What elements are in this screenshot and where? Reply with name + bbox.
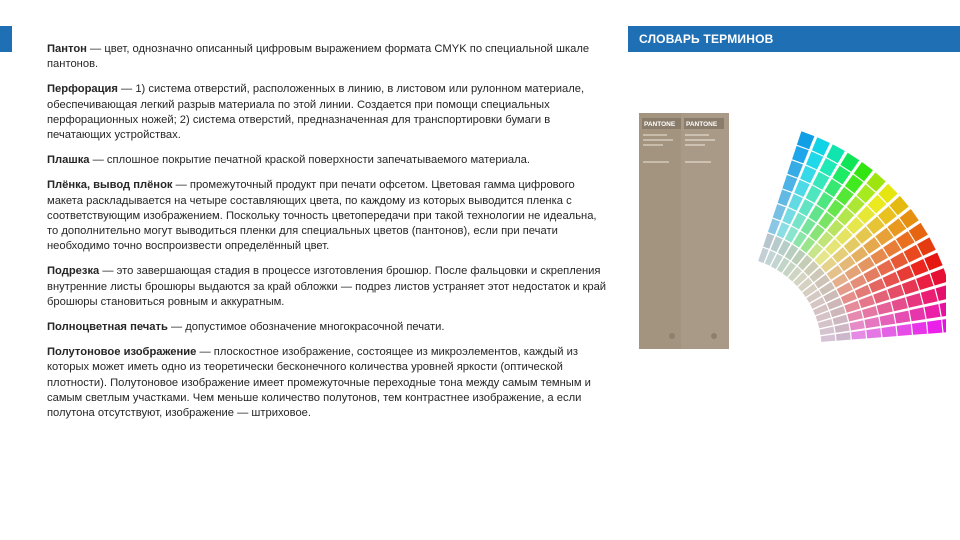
color-swatch [782,175,797,192]
pantone-fan-guide-image [628,106,946,350]
term-definition: — сплошное покрытие печатной краской поверхности запечатываемого материала. [89,154,530,167]
term-name: Плёнка, вывод плёнок [47,179,173,192]
color-swatch [873,290,890,304]
color-swatch [850,320,865,330]
color-swatches [758,131,946,342]
term-name: Перфорация [47,83,118,96]
pantone-card-right [681,113,729,349]
color-swatch [794,180,810,197]
color-swatch [940,301,947,317]
color-swatch [887,285,904,300]
term-definition: — плоскостное изображение, состоящее из микроэлементов, каждый из которых может иметь одно из теоретически бесконечного количества уровней яркости (оптической плотности). Полутоновое изображение имеет промежуточные переходные тона между самым темным и самым светлым участками. Чем меньше количество полутонов, тем контрастнее изображение, а если полутона отсутствуют, изображение — штриховое. [47,346,591,420]
color-swatch [820,327,835,336]
color-swatch [897,266,915,282]
color-swatch [800,166,816,184]
glossary-entry [47,320,607,335]
color-swatch [936,284,946,301]
color-swatch [883,272,900,287]
term-name: Подрезка [47,265,100,278]
color-swatch [912,322,927,335]
term-definition: — цвет, однозначно описанный цифровым выражением формата CMYK по специальной шкале пантонов. [47,43,590,71]
term-name: Плашка [47,154,90,167]
color-swatch [797,131,815,149]
color-swatch [897,324,912,336]
color-swatch [882,326,897,337]
color-swatch [924,253,942,271]
color-swatch [910,307,926,321]
pantone-card-left [639,113,685,349]
color-swatch [877,302,893,315]
color-swatch [880,314,896,326]
color-swatch [906,293,923,308]
color-swatch [792,146,809,164]
term-definition: — 1) система отверстий, расположенных в линию, в листовом или рулонном материале, обеспечивающая легкий разрыв материала по этой линии. Создается при помощи специальных перфорационных ножей; 2) система отверстий, предназначенная для транспортировки бумаги в печатающих устройствах. [47,83,585,142]
color-swatch [921,289,938,305]
glossary-entry [47,82,607,143]
glossary-entry [47,264,607,310]
glossary-list [47,42,607,431]
color-swatch [925,304,941,319]
glossary-entry [47,153,607,168]
glossary-entry [47,42,607,72]
term-definition: — допустимое обозначение многокрасочной печати. [167,321,445,334]
color-swatch [862,306,878,318]
term-name: Полутоновое изображение [47,346,197,359]
color-swatch [916,274,933,290]
color-swatch [836,332,851,340]
color-swatch [927,320,942,334]
term-definition: — это завершающая стадия в процессе изготовления брошюр. После фальцовки и скрепления внутренние листы брошюры выдаются за край обложки — подрез листов устраняет этот недостаток и край брошюры становиться ровным и аккуратным. [47,265,607,308]
color-swatch [821,334,836,342]
color-swatch [835,323,850,332]
pantone-brand-text: PANTONE [686,121,718,128]
term-name: Полноцветная печать [47,321,168,334]
color-swatch [866,328,881,338]
left-accent-bar [0,26,12,52]
color-swatch [778,190,792,207]
glossary-entry [47,178,607,254]
term-name: Пантон [47,43,87,55]
color-swatch [787,160,803,177]
term-definition: — промежуточный продукт при печати офсетом. Цветовая гамма цифрового макета раскладывается на четыре составляющих цвета, по каждому из которых выводится пленка с соответствующим изображением. Поскольку точность цветопередачи при такой технологии не идеальна, то дополнительно могут выводиться пленки для специальных цветов (пантонов), если при печати необходимо точно воспроизвести определённый цвет. [47,179,597,253]
pantone-brand-text: PANTONE [644,121,676,128]
color-swatch [865,317,881,328]
section-title: СЛОВАРЬ ТЕРМИНОВ [639,32,774,46]
glossary-entry [47,345,607,421]
color-swatch [851,330,866,339]
color-swatch [931,268,947,285]
section-header [628,26,960,52]
color-swatch [859,295,875,308]
color-swatch [942,318,946,333]
color-swatch [847,310,863,321]
color-swatch [895,311,911,324]
color-swatch [891,297,907,311]
color-swatch [902,279,919,295]
